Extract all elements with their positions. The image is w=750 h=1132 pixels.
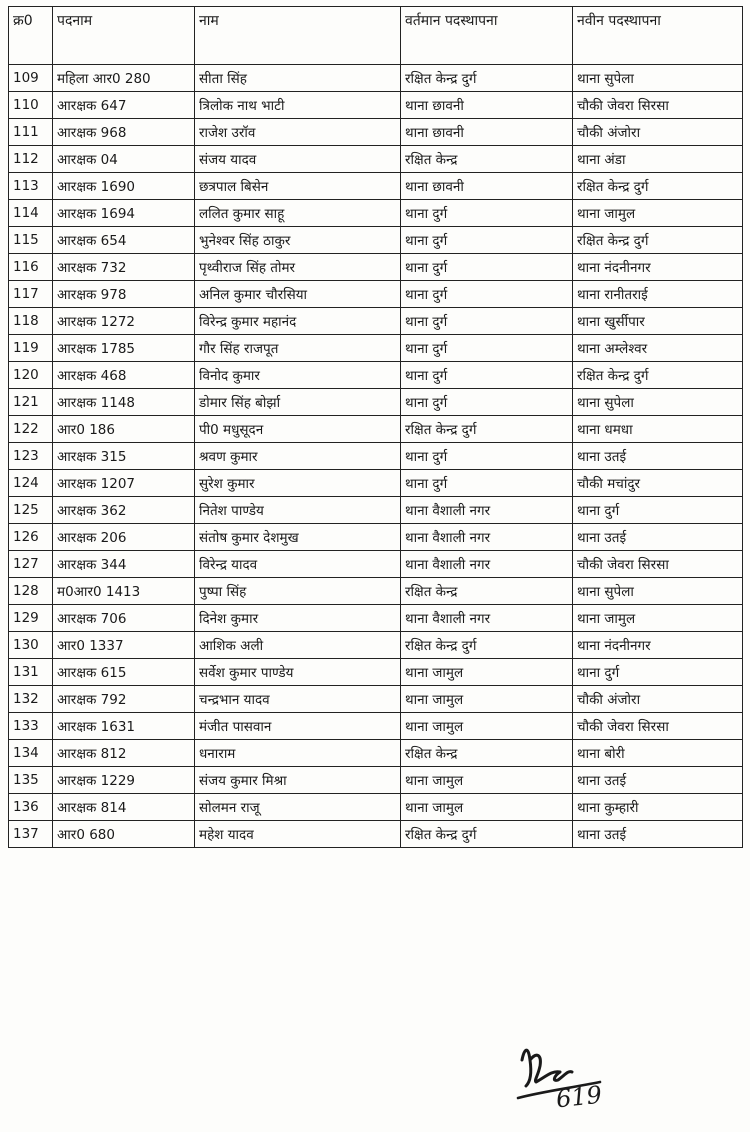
cell-name: ललित कुमार साहू <box>195 200 401 227</box>
cell-name: सुरेश कुमार <box>195 470 401 497</box>
cell-serial: 123 <box>9 443 53 470</box>
cell-designation: आर0 680 <box>53 821 195 848</box>
cell-current-posting: थाना वैशाली नगर <box>401 524 573 551</box>
cell-name: विरेन्द्र कुमार महानंद <box>195 308 401 335</box>
signature-number: 619 <box>554 1080 604 1114</box>
transfer-table <box>8 6 743 848</box>
cell-new-posting: चौकी मचांदुर <box>573 470 743 497</box>
cell-new-posting: चौकी जेवरा सिरसा <box>573 713 743 740</box>
cell-name: नितेश पाण्डेय <box>195 497 401 524</box>
table-body <box>9 65 743 848</box>
cell-current-posting: रक्षित केन्द्र दुर्ग <box>401 632 573 659</box>
cell-new-posting: थाना जामुल <box>573 200 743 227</box>
cell-name: त्रिलोक नाथ भाटी <box>195 92 401 119</box>
cell-designation: आरक्षक 1207 <box>53 470 195 497</box>
table-row <box>9 146 743 173</box>
cell-current-posting: थाना दुर्ग <box>401 254 573 281</box>
cell-designation: आरक्षक 654 <box>53 227 195 254</box>
cell-name: विरेन्द्र यादव <box>195 551 401 578</box>
cell-designation: आरक्षक 344 <box>53 551 195 578</box>
table-row <box>9 713 743 740</box>
table-row <box>9 92 743 119</box>
header-new-posting: नवीन पदस्थापना <box>573 7 743 65</box>
table-row <box>9 308 743 335</box>
table-row <box>9 578 743 605</box>
cell-designation: आरक्षक 814 <box>53 794 195 821</box>
cell-new-posting: थाना रानीतराई <box>573 281 743 308</box>
cell-designation: आरक्षक 647 <box>53 92 195 119</box>
cell-designation: आरक्षक 468 <box>53 362 195 389</box>
cell-serial: 134 <box>9 740 53 767</box>
header-current-posting: वर्तमान पदस्थापना <box>401 7 573 65</box>
cell-designation: म0आर0 1413 <box>53 578 195 605</box>
cell-current-posting: थाना दुर्ग <box>401 389 573 416</box>
table-row <box>9 632 743 659</box>
cell-designation: आरक्षक 1694 <box>53 200 195 227</box>
cell-new-posting: थाना उतई <box>573 821 743 848</box>
cell-name: पी0 मधुसूदन <box>195 416 401 443</box>
cell-serial: 121 <box>9 389 53 416</box>
cell-serial: 115 <box>9 227 53 254</box>
cell-designation: आरक्षक 812 <box>53 740 195 767</box>
cell-serial: 120 <box>9 362 53 389</box>
cell-current-posting: रक्षित केन्द्र दुर्ग <box>401 65 573 92</box>
cell-serial: 113 <box>9 173 53 200</box>
cell-serial: 128 <box>9 578 53 605</box>
table-row <box>9 794 743 821</box>
cell-name: आशिक अली <box>195 632 401 659</box>
cell-name: दिनेश कुमार <box>195 605 401 632</box>
cell-current-posting: थाना छावनी <box>401 173 573 200</box>
cell-name: छत्रपाल बिसेन <box>195 173 401 200</box>
cell-current-posting: रक्षित केन्द्र <box>401 146 573 173</box>
cell-designation: आरक्षक 04 <box>53 146 195 173</box>
cell-designation: आरक्षक 792 <box>53 686 195 713</box>
cell-new-posting: चौकी अंजोरा <box>573 119 743 146</box>
cell-designation: आरक्षक 732 <box>53 254 195 281</box>
cell-current-posting: थाना दुर्ग <box>401 362 573 389</box>
cell-designation: आर0 1337 <box>53 632 195 659</box>
cell-serial: 132 <box>9 686 53 713</box>
cell-designation: आर0 186 <box>53 416 195 443</box>
table-row <box>9 740 743 767</box>
cell-new-posting: थाना धमधा <box>573 416 743 443</box>
cell-current-posting: थाना दुर्ग <box>401 443 573 470</box>
header-serial: क्र0 <box>9 7 53 65</box>
cell-new-posting: थाना नंदनीनगर <box>573 254 743 281</box>
table-row <box>9 254 743 281</box>
cell-current-posting: थाना दुर्ग <box>401 335 573 362</box>
cell-name: अनिल कुमार चौरसिया <box>195 281 401 308</box>
cell-new-posting: चौकी जेवरा सिरसा <box>573 551 743 578</box>
cell-name: सीता सिंह <box>195 65 401 92</box>
cell-designation: महिला आर0 280 <box>53 65 195 92</box>
table-row <box>9 119 743 146</box>
cell-designation: आरक्षक 1785 <box>53 335 195 362</box>
table-row <box>9 686 743 713</box>
cell-new-posting: थाना अम्लेश्वर <box>573 335 743 362</box>
cell-name: धनाराम <box>195 740 401 767</box>
cell-current-posting: थाना छावनी <box>401 92 573 119</box>
cell-current-posting: रक्षित केन्द्र <box>401 578 573 605</box>
cell-name: संजय यादव <box>195 146 401 173</box>
cell-name: भुनेश्वर सिंह ठाकुर <box>195 227 401 254</box>
table-row <box>9 605 743 632</box>
cell-new-posting: थाना उतई <box>573 443 743 470</box>
cell-name: पृथ्वीराज सिंह तोमर <box>195 254 401 281</box>
table-header <box>9 7 743 65</box>
cell-new-posting: थाना सुपेला <box>573 389 743 416</box>
cell-new-posting: थाना कुम्हारी <box>573 794 743 821</box>
cell-designation: आरक्षक 1690 <box>53 173 195 200</box>
table-row <box>9 227 743 254</box>
cell-name: सर्वेश कुमार पाण्डेय <box>195 659 401 686</box>
cell-current-posting: थाना जामुल <box>401 794 573 821</box>
cell-current-posting: रक्षित केन्द्र दुर्ग <box>401 416 573 443</box>
table-row <box>9 281 743 308</box>
cell-current-posting: थाना जामुल <box>401 686 573 713</box>
cell-name: महेश यादव <box>195 821 401 848</box>
cell-serial: 110 <box>9 92 53 119</box>
cell-serial: 118 <box>9 308 53 335</box>
cell-serial: 133 <box>9 713 53 740</box>
table-row <box>9 767 743 794</box>
cell-designation: आरक्षक 706 <box>53 605 195 632</box>
cell-name: संजय कुमार मिश्रा <box>195 767 401 794</box>
cell-new-posting: थाना दुर्ग <box>573 659 743 686</box>
cell-current-posting: थाना वैशाली नगर <box>401 605 573 632</box>
cell-serial: 119 <box>9 335 53 362</box>
cell-current-posting: थाना वैशाली नगर <box>401 497 573 524</box>
cell-designation: आरक्षक 1148 <box>53 389 195 416</box>
cell-serial: 114 <box>9 200 53 227</box>
cell-serial: 135 <box>9 767 53 794</box>
cell-name: पुष्पा सिंह <box>195 578 401 605</box>
table-row <box>9 497 743 524</box>
cell-name: मंजीत पासवान <box>195 713 401 740</box>
cell-new-posting: थाना दुर्ग <box>573 497 743 524</box>
cell-new-posting: थाना अंडा <box>573 146 743 173</box>
cell-name: डोमार सिंह बोर्झा <box>195 389 401 416</box>
table-row <box>9 65 743 92</box>
cell-designation: आरक्षक 315 <box>53 443 195 470</box>
cell-designation: आरक्षक 968 <box>53 119 195 146</box>
table-row <box>9 659 743 686</box>
cell-current-posting: थाना दुर्ग <box>401 308 573 335</box>
table-row <box>9 551 743 578</box>
cell-serial: 112 <box>9 146 53 173</box>
table-row <box>9 821 743 848</box>
table-row <box>9 470 743 497</box>
cell-new-posting: थाना उतई <box>573 767 743 794</box>
cell-serial: 131 <box>9 659 53 686</box>
cell-serial: 124 <box>9 470 53 497</box>
cell-name: संतोष कुमार देशमुख <box>195 524 401 551</box>
table-row <box>9 200 743 227</box>
cell-serial: 136 <box>9 794 53 821</box>
header-row <box>9 7 743 65</box>
cell-current-posting: थाना दुर्ग <box>401 227 573 254</box>
cell-new-posting: थाना बोरी <box>573 740 743 767</box>
cell-designation: आरक्षक 1229 <box>53 767 195 794</box>
cell-designation: आरक्षक 1272 <box>53 308 195 335</box>
table-row <box>9 173 743 200</box>
cell-new-posting: थाना खुर्सीपार <box>573 308 743 335</box>
cell-serial: 116 <box>9 254 53 281</box>
cell-serial: 109 <box>9 65 53 92</box>
table-row <box>9 389 743 416</box>
cell-designation: आरक्षक 978 <box>53 281 195 308</box>
cell-serial: 130 <box>9 632 53 659</box>
cell-new-posting: रक्षित केन्द्र दुर्ग <box>573 227 743 254</box>
cell-new-posting: चौकी अंजोरा <box>573 686 743 713</box>
header-name: नाम <box>195 7 401 65</box>
cell-current-posting: थाना दुर्ग <box>401 200 573 227</box>
cell-designation: आरक्षक 206 <box>53 524 195 551</box>
cell-name: गौर सिंह राजपूत <box>195 335 401 362</box>
cell-name: श्रवण कुमार <box>195 443 401 470</box>
cell-serial: 125 <box>9 497 53 524</box>
cell-current-posting: थाना जामुल <box>401 659 573 686</box>
table-row <box>9 362 743 389</box>
cell-name: राजेश उरॉव <box>195 119 401 146</box>
cell-current-posting: थाना जामुल <box>401 767 573 794</box>
cell-new-posting: थाना सुपेला <box>573 65 743 92</box>
cell-current-posting: थाना दुर्ग <box>401 470 573 497</box>
cell-new-posting: रक्षित केन्द्र दुर्ग <box>573 362 743 389</box>
cell-current-posting: थाना छावनी <box>401 119 573 146</box>
cell-designation: आरक्षक 1631 <box>53 713 195 740</box>
cell-new-posting: थाना नंदनीनगर <box>573 632 743 659</box>
cell-serial: 111 <box>9 119 53 146</box>
cell-current-posting: रक्षित केन्द्र दुर्ग <box>401 821 573 848</box>
cell-new-posting: थाना सुपेला <box>573 578 743 605</box>
cell-current-posting: थाना जामुल <box>401 713 573 740</box>
cell-name: विनोद कुमार <box>195 362 401 389</box>
table-row <box>9 524 743 551</box>
table-row <box>9 335 743 362</box>
cell-serial: 129 <box>9 605 53 632</box>
cell-serial: 122 <box>9 416 53 443</box>
table-row <box>9 416 743 443</box>
cell-new-posting: थाना उतई <box>573 524 743 551</box>
cell-serial: 127 <box>9 551 53 578</box>
cell-new-posting: थाना जामुल <box>573 605 743 632</box>
cell-current-posting: थाना वैशाली नगर <box>401 551 573 578</box>
cell-current-posting: रक्षित केन्द्र <box>401 740 573 767</box>
cell-designation: आरक्षक 615 <box>53 659 195 686</box>
cell-serial: 117 <box>9 281 53 308</box>
cell-new-posting: रक्षित केन्द्र दुर्ग <box>573 173 743 200</box>
cell-new-posting: चौकी जेवरा सिरसा <box>573 92 743 119</box>
cell-name: सोलमन राजू <box>195 794 401 821</box>
cell-current-posting: थाना दुर्ग <box>401 281 573 308</box>
cell-designation: आरक्षक 362 <box>53 497 195 524</box>
cell-serial: 137 <box>9 821 53 848</box>
cell-serial: 126 <box>9 524 53 551</box>
cell-name: चन्द्रभान यादव <box>195 686 401 713</box>
table-row <box>9 443 743 470</box>
header-designation: पदनाम <box>53 7 195 65</box>
